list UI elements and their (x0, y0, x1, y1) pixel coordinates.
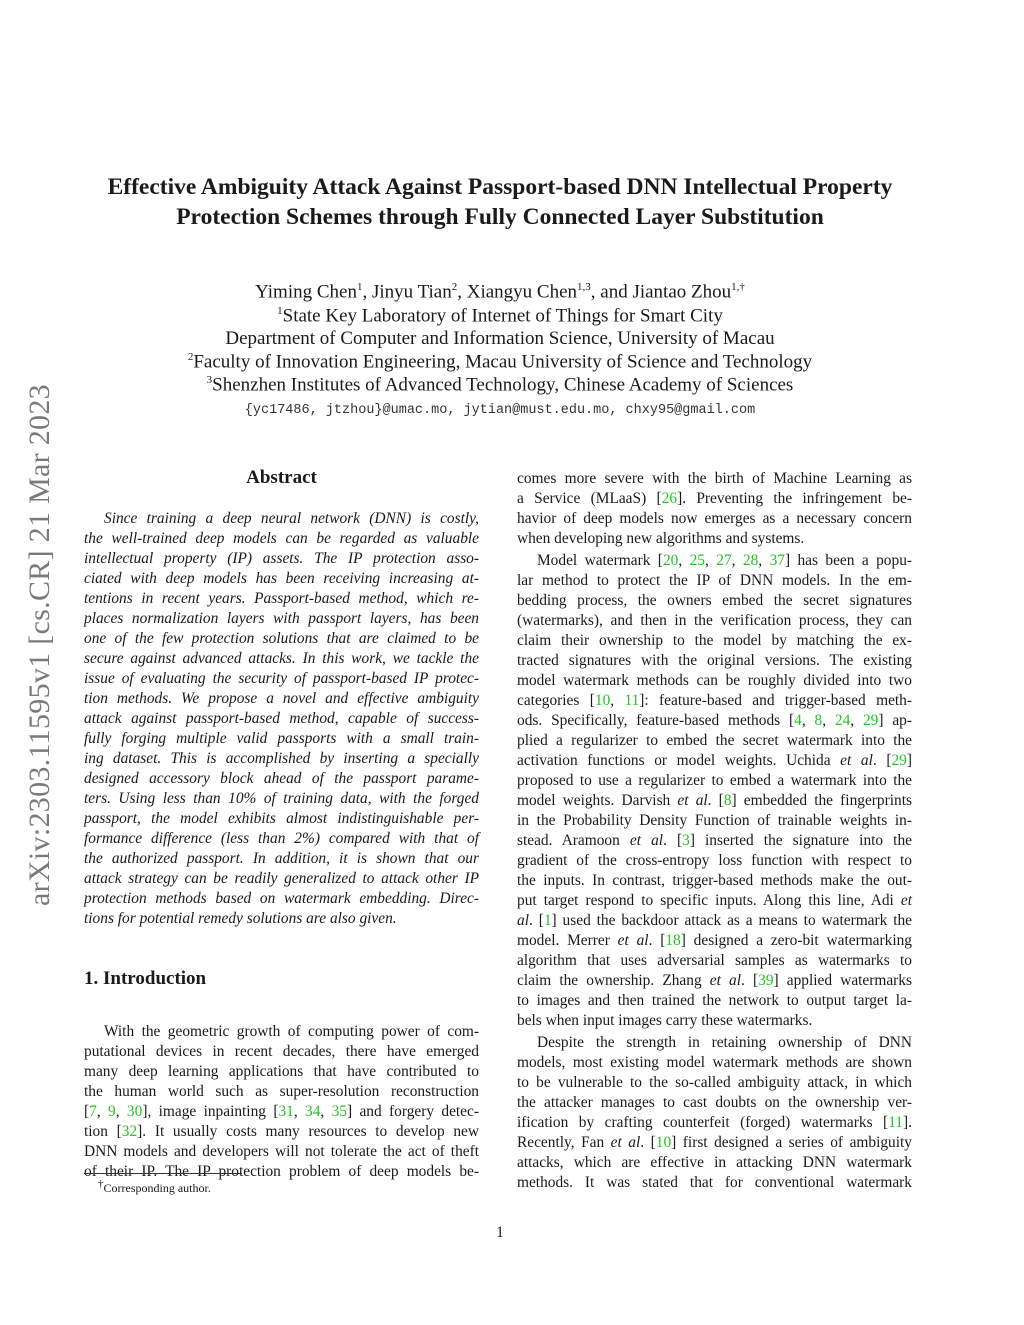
text-line: bels when input images carry these watermarks. (517, 1012, 813, 1029)
paper-title-line-1: Effective Ambiguity Attack Against Passport-based DNN Intellectual Property (107, 174, 893, 200)
text-line: ciated with deep models has been receiving increasing at- (84, 570, 479, 587)
author-affiliation-mark: 2 (451, 281, 458, 293)
text-line: the attacker manages to cast doubts on the ownership ver- (517, 1094, 912, 1111)
text-line: the well-trained deep models can be regarded as valuable (84, 530, 479, 547)
text-line: formance difference (less than 2%) compared with that of (84, 830, 479, 847)
text-line: model. Merrer et al. [18] designed a zero-bit watermarking (517, 932, 912, 949)
text-line: ters. Using less than 10% of training data, with the forged (84, 790, 479, 807)
citation-link[interactable]: 34 (305, 1103, 321, 1120)
text-line: ification by crafting counterfeit (forged) watermarks [11]. (517, 1114, 912, 1131)
text-line: comes more severe with the birth of Machine Learning as (517, 470, 912, 487)
text-line: places normalization layers with passport layers, has been (84, 610, 479, 627)
text-line: activation functions or model weights. Uchida et al. [29] (517, 752, 912, 769)
text-line: when developing new algorithms and systems. (517, 530, 805, 547)
introduction-heading: 1. Introduction (84, 968, 207, 989)
citation-link[interactable]: 10 (594, 692, 611, 709)
text-line: al. [1] used the backdoor attack as a means to watermark the (517, 912, 912, 929)
text-line: lar method to protect the IP of DNN models. In the em- (517, 572, 912, 589)
text-line: a Service (MLaaS) [26]. Preventing the infringement be- (517, 490, 912, 507)
text-line: tion methods. We propose a novel and effective ambiguity (84, 690, 479, 707)
text-line: bedding process, the owners embed the secret signatures (517, 592, 912, 609)
citation-link[interactable]: 27 (716, 552, 732, 569)
right-column-body (517, 469, 912, 1193)
citation-link[interactable]: 3 (682, 832, 690, 849)
text-line: Despite the strength in retaining ownership of DNN (537, 1034, 912, 1051)
text-line: tracted signatures with the original versions. The existing (517, 652, 912, 669)
text-line: intellectual property (IP) assets. The IP protection asso- (84, 550, 479, 567)
text-line: methods. It was stated that for conventional watermark (517, 1174, 912, 1191)
text-line: ods. Specifically, feature-based methods [4, 8, 24, 29] ap- (517, 712, 912, 729)
arxiv-identifier[interactable]: arXiv:2303.11595v1 [cs.CR] 21 Mar 2023 (23, 384, 56, 906)
citation-link[interactable]: 31 (278, 1103, 294, 1120)
footnote (98, 1178, 211, 1196)
text-line: stead. Aramoon et al. [3] inserted the signature into the (517, 832, 912, 849)
citation-link[interactable]: 8 (814, 712, 823, 729)
text-line: issue of evaluating the security of passport-based IP protec- (84, 670, 479, 687)
citation-link[interactable]: 8 (723, 792, 732, 809)
affiliation (0, 351, 1000, 373)
text-line: one of the few protection solutions that are claimed to be (84, 630, 479, 647)
citation-link[interactable]: 1 (543, 912, 552, 929)
text-line: tions for potential remedy solutions are also given. (84, 910, 397, 927)
abstract-heading: Abstract (246, 467, 317, 488)
affiliation-mark: 2 (187, 351, 194, 363)
author-affiliation-mark: 1,3 (577, 281, 591, 293)
author-name: Jiantao Zhou (632, 281, 732, 303)
citation-link[interactable]: 29 (891, 752, 907, 769)
author-separator: , and (590, 281, 633, 303)
text-line: to be vulnerable to the so-called ambiguity attack, in which (517, 1074, 912, 1091)
text-line: model weights. Darvish et al. [8] embedded the fingerprints (517, 792, 912, 809)
footnote-mark: † (98, 1178, 104, 1190)
citation-link[interactable]: 7 (89, 1103, 97, 1120)
paper-title-line-2: Protection Schemes through Fully Connected Layer Substitution (176, 204, 824, 230)
text-line: Recently, Fan et al. [10] first designed a series of ambiguity (517, 1134, 912, 1151)
text-line: protection methods based on watermark embedding. Direc- (84, 890, 479, 907)
text-line: With the geometric growth of computing power of com- (104, 1023, 479, 1040)
citation-link[interactable]: 9 (108, 1103, 116, 1120)
text-line: passport, the model exhibits almost indistinguishable per- (84, 810, 479, 827)
author-name: Xiangyu Chen (466, 281, 578, 303)
text-line: many deep learning applications that have contributed to (84, 1063, 479, 1080)
text-line: model watermark methods can be roughly divided into two (517, 672, 912, 689)
author-name: Yiming Chen (255, 281, 357, 303)
citation-link[interactable]: 4 (794, 712, 802, 729)
affiliation (0, 305, 1000, 327)
text-line: to images and then trained the network to output target la- (517, 992, 912, 1009)
text-line: claim their ownership to the model by matching the ex- (517, 632, 912, 649)
text-line: plied a regularizer to embed the secret watermark into the (517, 732, 912, 749)
text-line: the authorized passport. In addition, it is shown that our (84, 850, 479, 867)
text-line: the inputs. In contrast, trigger-based methods make the out- (517, 872, 912, 889)
text-line: [7, 9, 30], image inpainting [31, 34, 35] and forgery detec- (84, 1103, 479, 1120)
citation-link[interactable]: 26 (661, 490, 678, 507)
text-line: ing dataset. This is accomplished by inserting a specially (84, 750, 479, 767)
text-line: Since training a deep neural network (DNN) is costly, (104, 510, 479, 527)
citation-link[interactable]: 11 (888, 1114, 904, 1131)
text-line: of their IP. The IP protection problem of deep models be- (84, 1163, 479, 1180)
citation-link[interactable]: 39 (758, 972, 774, 989)
citation-link[interactable]: 35 (331, 1103, 347, 1120)
affiliation-text: Faculty of Innovation Engineering, Macau University of Science and Technology (193, 351, 813, 373)
page-number: 1 (496, 1224, 504, 1241)
text-line: putational devices in recent decades, there have emerged (84, 1043, 479, 1060)
text-line: algorithm that uses adversarial samples as watermarks to (517, 952, 912, 969)
text-line: attack against passport-based method, capable of success- (84, 710, 479, 727)
text-line: put target respond to specific inputs. Along this line, Adi et (517, 892, 912, 909)
paragraph (84, 1022, 479, 1182)
paragraph (517, 1033, 912, 1193)
author-name: Jinyu Tian (371, 281, 452, 303)
author-list (0, 281, 1000, 303)
citation-link[interactable]: 20 (662, 552, 679, 569)
text-line: proposed to use a regularizer to embed a watermark into the (517, 772, 912, 789)
author-separator: , (362, 281, 372, 303)
citation-link[interactable]: 10 (655, 1134, 672, 1151)
author-affiliation-mark: 1,† (731, 281, 745, 293)
text-line: tentions in recent years. Passport-based method, which re- (84, 590, 479, 607)
citation-link[interactable]: 30 (126, 1103, 143, 1120)
affiliation (0, 328, 1000, 350)
affiliation (0, 374, 1000, 396)
citation-link[interactable]: 25 (689, 552, 705, 569)
text-line: models, most existing model watermark methods are shown (517, 1054, 912, 1071)
affiliation-mark: 1 (277, 305, 283, 317)
affiliation-mark: 3 (206, 374, 213, 386)
citation-link[interactable]: 24 (834, 712, 851, 729)
author-emails[interactable]: {yc17486, jtzhou}@umac.mo, jytian@must.edu.mo, chxy95@gmail.com (244, 403, 756, 418)
text-line: secure against advanced attacks. In this work, we tackle the (84, 650, 479, 667)
abstract-body (84, 509, 479, 929)
author-separator: , (457, 281, 467, 303)
text-line: attacks, which are effective in attacking DNN watermark (517, 1154, 912, 1171)
footnote-divider (84, 1173, 242, 1174)
paragraph (517, 469, 912, 549)
citation-link[interactable]: 29 (862, 712, 879, 729)
citation-link[interactable]: 32 (121, 1123, 138, 1140)
text-line: fully forging multiple valid passports with a small train- (84, 730, 479, 747)
text-line: categories [10, 11]: feature-based and trigger-based meth- (517, 692, 912, 709)
citation-link[interactable]: 28 (742, 552, 759, 569)
text-line: DNN models and developers will not tolerate the act of theft (84, 1143, 479, 1160)
footnote-text: Corresponding author. (103, 1181, 211, 1195)
text-line: Model watermark [20, 25, 27, 28, 37] has been a popu- (537, 552, 913, 569)
affiliation-text: State Key Laboratory of Internet of Things for Smart City (282, 305, 723, 327)
paragraph (517, 551, 912, 1031)
text-line: attack strategy can be readily generalized to attack other IP (84, 870, 479, 887)
author-affiliation-mark: 1 (356, 281, 363, 293)
introduction-body (84, 1022, 479, 1182)
text-line: (watermarks), and then in the verification process, they can (517, 612, 912, 629)
text-line: designed accessory block ahead of the passport parame- (84, 770, 479, 787)
citation-link[interactable]: 18 (665, 932, 681, 949)
paragraph (84, 509, 479, 929)
affiliation-text: Department of Computer and Information Science, University of Macau (225, 328, 775, 349)
text-line: in the Probability Density Function of trainable weights in- (517, 812, 912, 829)
text-line: the human world such as super-resolution reconstruction (84, 1083, 479, 1100)
citation-link[interactable]: 11 (624, 692, 640, 709)
text-line: tion [32]. It usually costs many resources to develop new (84, 1123, 479, 1140)
citation-link[interactable]: 37 (769, 552, 785, 569)
affiliation-text: Shenzhen Institutes of Advanced Technology, Chinese Academy of Sciences (212, 374, 794, 396)
text-line: havior of deep models now emerges as a necessary concern (517, 510, 912, 527)
text-line: gradient of the cross-entropy loss function with respect to (517, 852, 912, 869)
text-line: claim the ownership. Zhang et al. [39] applied watermarks (517, 972, 912, 989)
